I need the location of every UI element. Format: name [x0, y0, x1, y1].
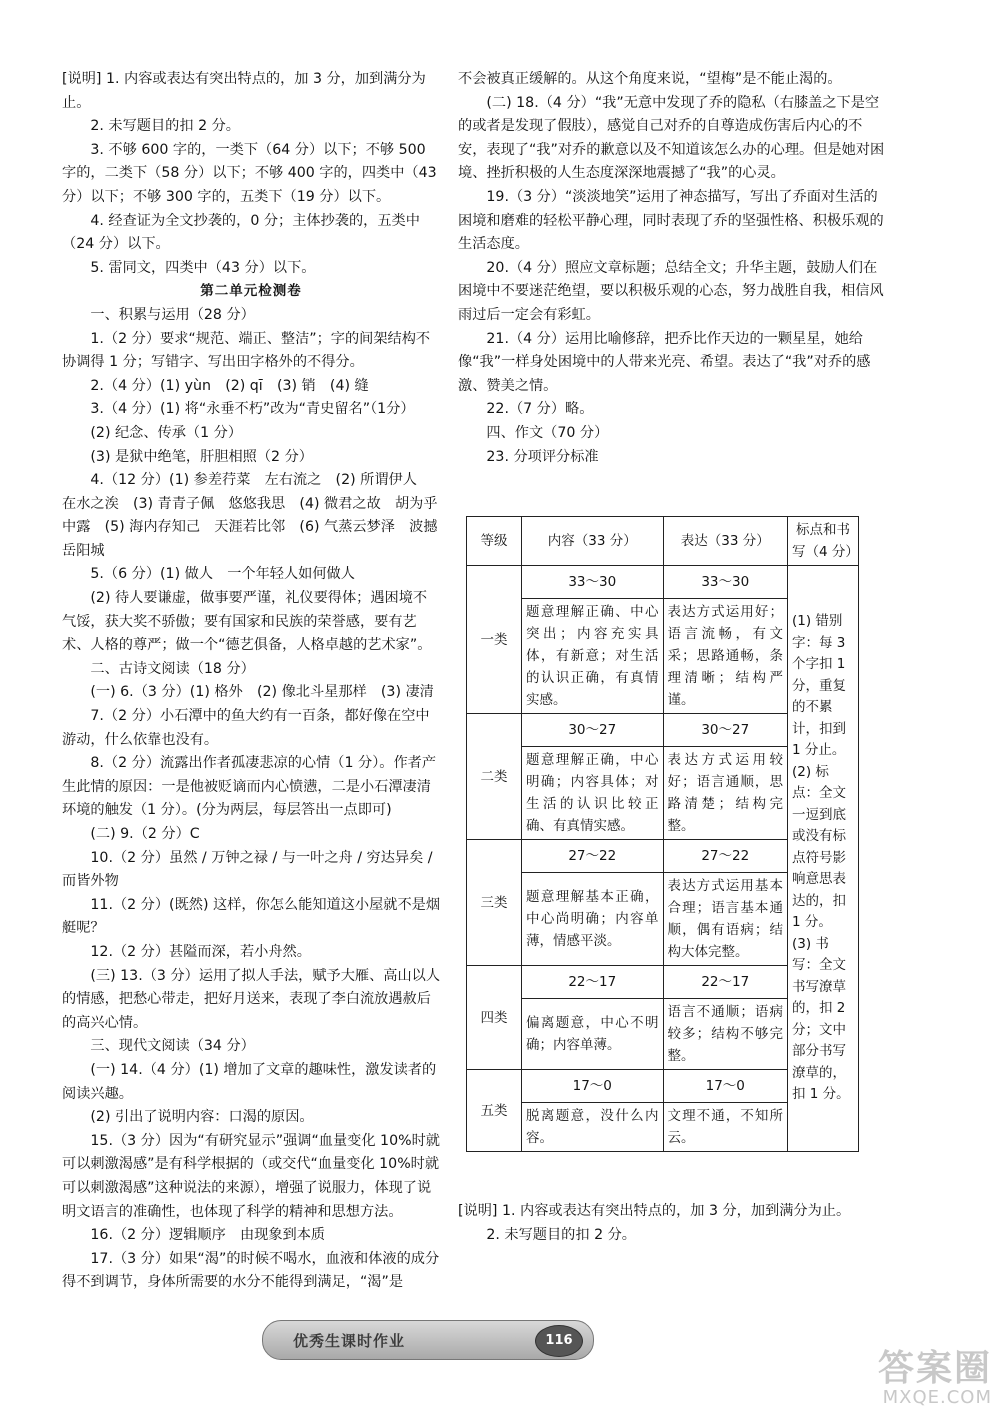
content-range: 22～17	[522, 966, 664, 999]
level-cell: 二类	[467, 714, 522, 840]
header-expression: 表达（33 分）	[663, 517, 787, 566]
level-cell: 三类	[467, 840, 522, 966]
answer-8: 8.（2 分）流露出作者孤凄悲凉的心情（1 分）。作者产生此情的原因：一是他被贬谪而内心愤懑，二是小石潭凄清环境的触发（1 分）。(分为两层，每层答出一点即可)	[62, 755, 437, 819]
note-bonus: [说明] 1. 内容或表达有突出特点的，加 3 分，加到满分为止。	[62, 71, 426, 111]
note-wordcount: 3. 不够 600 字的，一类下（64 分）以下；不够 500 字的，二类下（58 分）以下；不够 400 字的，四类中（43 分）以下；不够 300 字的，五类下（19 分）以下。	[62, 141, 437, 205]
expression-range: 30～27	[663, 714, 787, 747]
answer-17: 17.（3 分）如果“渴”的时候不喝水，血液和体液的成分得不到调节，身体所需要的水分不能得到满足，“渴”是	[62, 1250, 440, 1291]
answer-16: 16.（2 分）逻辑顺序 由现象到本质	[90, 1227, 326, 1244]
answer-5-2: (2) 待人要谦虚，做事要严谨，礼仪要得体；遇困境不气馁，获大奖不骄傲；要有国家和民族的荣誉感，要有艺术、人格的尊严；做一个“德艺俱备，人格卓越的艺术家”。	[62, 590, 432, 654]
answer-7: 7.（2 分）小石潭中的鱼大约有一百条，都好像在空中游动，什么依靠也没有。	[62, 708, 430, 748]
section-heading: 三、现代文阅读（34 分）	[90, 1038, 255, 1055]
answer-5: 5.（6 分）(1) 做人 一个年轻人如何做人	[90, 566, 355, 583]
page-footer	[262, 1320, 594, 1360]
answer-15: 15.（3 分）因为“有研究显示”强调“血量变化 10%时就可以刺激渴感”是有科学根据的（或交代“血量变化 10%时就可以刺激渴感”这种说法的来源），增强了说服力，体现了说明文语言的准确性，也体现了科学的精神和思想方法。	[62, 1132, 440, 1220]
answer-21: 21.（4 分）运用比喻修辞，把乔比作天边的一颗星星，她给像“我”一样身处困境中的人带来光亮、希望。表达了“我”对乔的感激、赞美之情。	[458, 330, 871, 394]
note-typo: (1) 错别字：每 3 个字扣 1 分，重复的不累计，扣到 1 分止。	[792, 613, 846, 759]
expression-range: 22～17	[663, 966, 787, 999]
level-cell: 四类	[467, 966, 522, 1070]
expression-range: 33～30	[663, 566, 787, 599]
note-handwriting: (3) 书写：全文书写潦草的，扣 2 分；文中部分书写潦草的，扣 1 分。	[792, 935, 850, 1103]
note-title: 2. 未写题目的扣 2 分。	[486, 1226, 636, 1243]
level-cell: 五类	[467, 1070, 522, 1152]
content-range: 27～22	[522, 840, 664, 873]
answer-10: 10.（2 分）虽然 / 万钟之禄 / 与一叶之舟 / 穷达异矣 / 而皆外物	[62, 849, 433, 890]
answer-17-cont: 不会被真正缓解的。从这个角度来说，“望梅”是不能止渴的。	[458, 71, 842, 87]
answer-3: 3.（4 分）(1) 将“永垂不朽”改为“青史留名”（1分）	[90, 401, 415, 418]
expression-desc: 文理不通，不知所云。	[663, 1103, 787, 1152]
answer-12: 12.（2 分）甚隘而深，若小舟然。	[90, 943, 311, 960]
answer-22: 22.（7 分）略。	[486, 401, 594, 418]
watermark-url: MXQE.COM	[882, 1387, 992, 1408]
answer-18: (二) 18.（4 分）“我”无意中发现了乔的隐私（右膝盖之下是空的或者是发现了假肢），感觉自己对乔的自尊造成伤害后内心的不安，表现了“我”对乔的歉意以及不知道该怎么办的心理。但是她对困境、挫折积极的人生态度深深地震撼了“我”的心灵。	[458, 94, 885, 182]
content-range: 30～27	[522, 714, 664, 747]
answer-14-2: (2) 引出了说明内容：口渴的原因。	[90, 1109, 314, 1126]
answer-13: (三) 13.（3 分）运用了拟人手法，赋予大雁、高山以人的情感，把愁心带走，把好月送来，表现了李白流放遇赦后的高兴心情。	[62, 967, 441, 1031]
header-content: 内容（33 分）	[522, 517, 664, 566]
answer-11: 11.（2 分）(既然) 这样，你怎么能知道这小屋就不是烟艇呢？	[62, 896, 441, 937]
section-title: 第二单元检测卷	[200, 283, 302, 300]
answer-1: 1.（2 分）要求“规范、端正、整洁”；字的间架结构不协调得 1 分；写错字、写出田字格外的不得分。	[62, 330, 431, 371]
answer-23: 23. 分项评分标准	[486, 448, 599, 465]
page-number-badge	[535, 1325, 583, 1357]
section-heading: 二、古诗文阅读（18 分）	[90, 660, 255, 677]
header-level: 等级	[467, 517, 522, 566]
answer-9: (二) 9.（2 分）C	[90, 826, 200, 842]
content-range: 33～30	[522, 566, 664, 599]
expression-range: 27～22	[663, 840, 787, 873]
footer-label: 优秀生课时作业	[293, 1332, 406, 1350]
content-desc: 题意理解正确、中心突出；内容充实具体，有新意；对生活的认识正确，有真情实感。	[522, 599, 664, 714]
note-title: 2. 未写题目的扣 2 分。	[90, 118, 240, 135]
content-desc: 脱离题意，没什么内容。	[522, 1103, 664, 1152]
answer-14: (一) 14.（4 分）(1) 增加了文章的趣味性，激发读者的阅读兴趣。	[62, 1061, 437, 1102]
expression-desc: 表达方式运用基本合理；语言基本通顺，偶有语病；结构大体完整。	[663, 873, 787, 966]
note-punctuation: (2) 标点：全文一逗到底或没有标点符号影响意思表达的，扣 1 分。	[792, 763, 846, 931]
answer-20: 20.（4 分）照应文章标题；总结全文；升华主题，鼓励人们在困境中不要迷茫绝望，要以积极乐观的心态，努力战胜自我，相信风雨过后一定会有彩虹。	[458, 259, 884, 323]
answer-4: 4.（12 分）(1) 参差荇菜 左右流之 (2) 所谓伊人 在水之涘 (3) 青青子佩 悠悠我思 (4) 微君之故 胡为乎中露 (5) 海内存知己 天涯若比邻 (6) 气蒸云梦泽 波撼岳阳城	[62, 472, 438, 559]
level-cell: 一类	[467, 566, 522, 714]
content-desc: 偏离题意，中心不明确；内容单薄。	[522, 999, 664, 1070]
expression-desc: 表达方式运用好；语言流畅，有文采；思路通畅，条理清晰；结构严谨。	[663, 599, 787, 714]
note-duplicate: 5. 雷同文，四类中（43 分）以下。	[90, 259, 316, 276]
section-heading: 一、积累与运用（28 分）	[90, 306, 255, 323]
expression-desc: 语言不通顺；语病较多；结构不够完整。	[663, 999, 787, 1070]
content-range: 17～0	[522, 1070, 664, 1103]
note-plagiarism: 4. 经查证为全文抄袭的，0 分；主体抄袭的，五类中（24 分）以下。	[62, 212, 420, 253]
bottom-notes	[458, 1200, 890, 1247]
answer-6: (一) 6.（3 分）(1) 格外 (2) 像北斗星那样 (3) 凄清	[90, 684, 434, 701]
content-desc: 题意理解正确，中心明确；内容具体；对生活的认识比较正确、有真情实感。	[522, 747, 664, 840]
left-column	[62, 68, 440, 1295]
answer-2: 2.（4 分）(1) yùn (2) qī (3) 销 (4) 缝	[90, 377, 369, 394]
header-punctuation: 标点和书写（4 分）	[788, 517, 859, 566]
answer-3-2: (2) 纪念、传承（1 分）	[90, 424, 243, 441]
grading-table	[466, 516, 859, 1152]
answer-3-3: (3) 是狱中绝笔，肝胆相照（2 分）	[90, 448, 313, 465]
watermark	[822, 1350, 992, 1410]
page-number: 116	[545, 1333, 573, 1348]
table-row	[467, 566, 859, 599]
note-bonus: [说明] 1. 内容或表达有突出特点的，加 3 分，加到满分为止。	[458, 1203, 851, 1219]
table-header-row	[467, 517, 859, 566]
watermark-logo: 答案圈	[877, 1348, 992, 1389]
answer-19: 19.（3 分）“淡淡地笑”运用了神态描写，写出了乔面对生活的困境和磨难的轻松平静心理，同时表现了乔的坚强性格、积极乐观的生活态度。	[458, 188, 884, 253]
right-column	[458, 68, 890, 469]
content-desc: 题意理解基本正确，中心尚明确；内容单薄，情感平淡。	[522, 873, 664, 966]
punctuation-notes	[788, 566, 859, 1152]
expression-desc: 表达方式运用较好；语言通顺，思路清楚；结构完整。	[663, 747, 787, 840]
section-heading: 四、作文（70 分）	[486, 424, 609, 441]
expression-range: 17～0	[663, 1070, 787, 1103]
